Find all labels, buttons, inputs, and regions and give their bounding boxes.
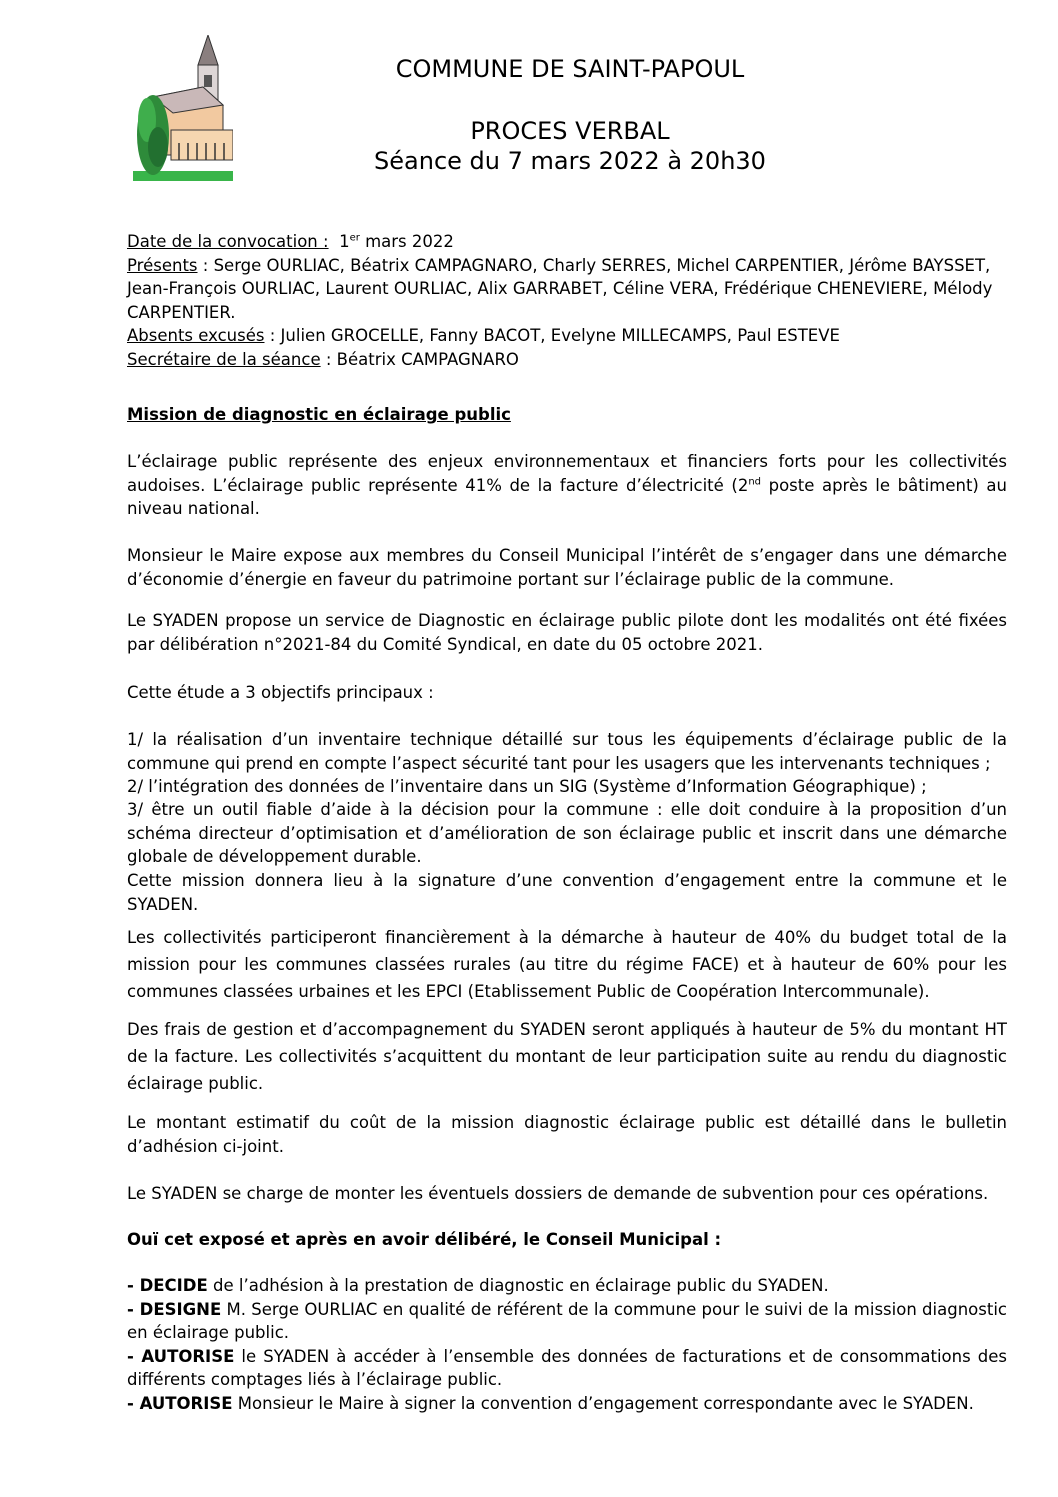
convocation-date: mars 2022 (359, 232, 454, 251)
paragraph-context (127, 450, 1007, 521)
decision-text: M. Serge OURLIAC en qualité de référent de la commune pour le suivi de la mission diagnostic en éclairage public. (127, 1299, 1007, 1342)
absents-label: Absents excusés (127, 326, 265, 345)
presents-list: : Serge OURLIAC, Béatrix CAMPAGNARO, Charly SERRES, Michel CARPENTIER, Jérôme BAYSSET, Jean-François OURLIAC, Laurent OURLIAC, Alix GARRABET, Céline VERA, Frédérique CHENEVIERE, Mélody CARPENTIER. (127, 255, 993, 322)
convocation-sup: er (349, 232, 360, 244)
objective-convention: Cette mission donnera lieu à la signature d’une convention d’engagement entre la commune et le SYADEN. (127, 871, 1007, 914)
deliberation-heading: Ouï cet exposé et après en avoir délibéré, le Conseil Municipal : (127, 1230, 722, 1249)
decision-text: le SYADEN à accéder à l’ensemble des données de facturations et de consommations des différents comptages liés à l’éclairage public. (127, 1346, 1007, 1389)
decision-verb: - DESIGNE (127, 1299, 222, 1319)
paragraph-subvention: Le SYADEN se charge de monter les éventuels dossiers de demande de subvention pour ces opérations. (127, 1184, 989, 1203)
decision-verb: - AUTORISE (127, 1393, 233, 1413)
section-title: Mission de diagnostic en éclairage public (127, 405, 511, 424)
absents-line (127, 324, 1007, 348)
commune-title: COMMUNE DE SAINT-PAPOUL (395, 55, 745, 83)
decision-text: de l’adhésion à la prestation de diagnostic en éclairage public du SYADEN. (207, 1276, 829, 1295)
paragraph-context-b: poste après le bâtiment) au niveau national. (127, 475, 1008, 518)
secretaire-line (127, 348, 1007, 372)
paragraph-objectifs: Cette étude a 3 objectifs principaux : (127, 683, 434, 702)
church-logo (133, 35, 233, 181)
paragraph-montant: Le montant estimatif du coût de la mission diagnostic éclairage public est détaillé dans le bulletin d’adhésion ci-joint. (127, 1113, 1007, 1156)
paragraph-syaden: Le SYADEN propose un service de Diagnostic en éclairage public pilote dont les modalités ont été fixées par délibération n°2021-84 du Comité Syndical, en date du 05 octobre 2021. (127, 611, 1007, 654)
seance-date: Séance du 7 mars 2022 à 20h30 (374, 147, 766, 175)
decision-item (127, 1392, 1007, 1416)
decisions-list (127, 1274, 1007, 1415)
paragraph-frais: Des frais de gestion et d’accompagnement du SYADEN seront appliqués à hauteur de 5% du montant HT de la facture. Les collectivités s’acquittent du montant de leur participation suite au rendu du diagnostic éclairage public. (127, 1020, 1007, 1093)
decision-verb: - AUTORISE (127, 1346, 235, 1366)
convocation-line (127, 230, 1007, 254)
paragraph-context-sup: nd (748, 476, 762, 487)
presents-line (127, 254, 1007, 325)
decision-item (127, 1345, 1007, 1392)
decision-text: Monsieur le Maire à signer la convention d’engagement correspondante avec le SYADEN. (232, 1393, 974, 1413)
objective-2: 2/ l’intégration des données de l’inventaire dans un SIG (Système d’Information Géographique) ; (127, 777, 927, 796)
paragraph-maire: Monsieur le Maire expose aux membres du Conseil Municipal l’intérêt de s’engager dans une démarche d’économie d’énergie en faveur du patrimoine portant sur l’éclairage public de la commune. (127, 546, 1007, 589)
paragraph-financement: Les collectivités participeront financièrement à la démarche à hauteur de 40% du budget total de la mission pour les communes classées rurales (au titre du régime FACE) et à hauteur de 60% pour les communes classées urbaines et les EPCI (Etablissement Public de Coopération Intercommunale). (127, 928, 1007, 1001)
decision-item (127, 1298, 1007, 1345)
absents-list: : Julien GROCELLE, Fanny BACOT, Evelyne MILLECAMPS, Paul ESTEVE (264, 326, 840, 345)
objective-3: 3/ être un outil fiable d’aide à la décision pour la commune : elle doit conduire à la proposition d’un schéma directeur d’optimisation et d’amélioration de son éclairage public et inscrit dans une démarche globale de développement durable. (127, 800, 1007, 866)
pv-title: PROCES VERBAL (470, 117, 670, 145)
meeting-info (127, 230, 1007, 371)
presents-label: Présents (127, 255, 198, 275)
decision-verb: - DECIDE (127, 1276, 208, 1295)
secretaire-label: Secrétaire de la séance (127, 349, 321, 369)
decision-item (127, 1274, 1007, 1298)
secretaire-name: : Béatrix CAMPAGNARO (320, 349, 519, 369)
objective-1: 1/ la réalisation d’un inventaire technique détaillé sur tous les équipements d’éclairage public de la commune qui prend en compte l’aspect sécurité tant pour les usagers que les intervenants techniques ; (127, 730, 1007, 773)
document-body (127, 230, 1008, 1413)
document-header (360, 54, 780, 176)
paragraph-context-a: L’éclairage public représente des enjeux environnementaux et financiers forts pour les collectivités audoises. L’éclairage public représente 41% de la facture d’électricité (2 (127, 452, 1007, 495)
convocation-label: Date de la convocation : (127, 232, 329, 251)
convocation-day: 1 (339, 232, 350, 251)
